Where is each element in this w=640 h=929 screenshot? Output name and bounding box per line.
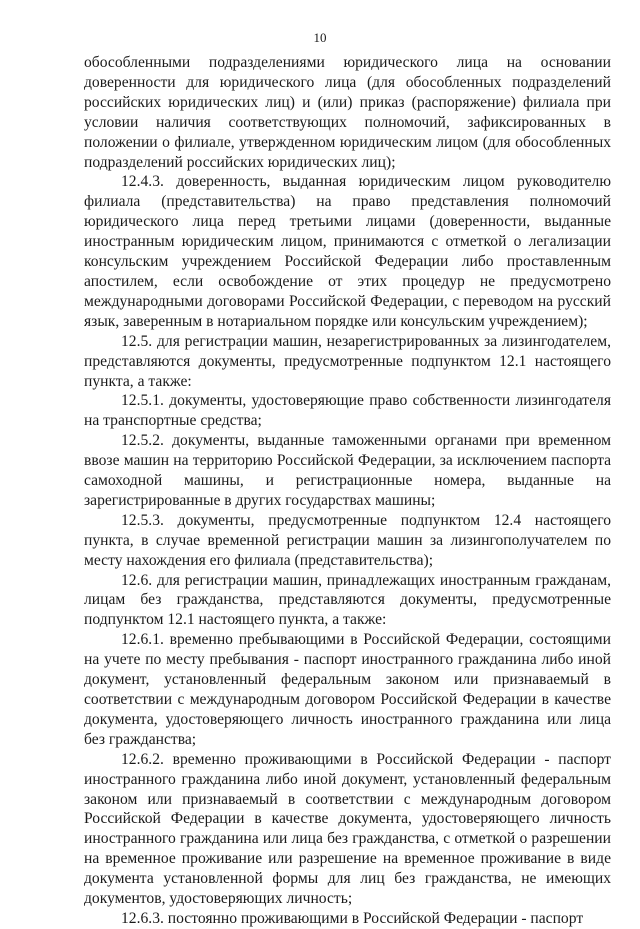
paragraph-12-6: 12.6. для регистрации машин, принадлежащих иностранным гражданам, лицам без гражданства, представляются документы, предусмотренные подпунктом 12.1 настоящего пункта, а также:	[84, 571, 611, 629]
document-body	[84, 53, 611, 929]
paragraph-12-5: 12.5. для регистрации машин, незарегистрированных за лизингодателем, представляются документы, предусмотренные подпунктом 12.1 настоящего пункта, а также:	[84, 332, 611, 390]
paragraph-12-5-3: 12.5.3. документы, предусмотренные подпунктом 12.4 настоящего пункта, в случае временной регистрации машин за лизингополучателем по месту нахождения его филиала (представительства);	[84, 511, 611, 569]
paragraph-12-6-1: 12.6.1. временно пребывающими в Российской Федерации, состоящими на учете по месту пребывания - паспорт иностранного гражданина либо иной документ, установленный федеральным законом или признаваемый в соответствии с международным договором Российской Федерации в качестве документа, удостоверяющего личность иностранного гражданина или лица без гражданства;	[84, 631, 611, 748]
paragraph-12-5-2: 12.5.2. документы, выданные таможенными органами при временном ввозе машин на территорию Российской Федерации, за исключением паспорта самоходной машины, и регистрационные номера, выданные на зарегистрированные в других государствах машины;	[84, 432, 611, 509]
paragraph-12-6-2: 12.6.2. временно проживающими в Российской Федерации - паспорт иностранного гражданина либо иной документ, установленный федеральным законом или признаваемый в соответствии с международным договором Российской Федерации в качестве документа, удостоверяющего личность иностранного гражданина или лица без гражданства, с отметкой о разрешении на временное проживание или разрешение на временное проживание в виде документа установленной формы для лиц без гражданства, не имеющих документов, удостоверяющих личность;	[84, 750, 611, 908]
paragraph-12-6-3: 12.6.3. постоянно проживающими в Российской Федерации - паспорт	[121, 909, 584, 927]
paragraph-12-5-1: 12.5.1. документы, удостоверяющие право собственности лизингодателя на транспортные средства;	[84, 392, 611, 430]
paragraph-12-4-3: 12.4.3. доверенность, выданная юридическим лицом руководителю филиала (представительства) на право представления полномочий юридического лица перед третьими лицами (доверенности, выданные иностранным юридическим лицом, принимаются с отметкой о легализации консульским учреждением Российской Федерации либо проставленным апостилем, если освобождение от этих процедур не предусмотрено международными договорами Российской Федерации, с переводом на русский язык, заверенным в нотариальном порядке или консульским учреждением);	[84, 173, 611, 330]
paragraph-continuation: обособленными подразделениями юридического лица на основании доверенности для юридического лица (для обособленных подразделений российских юридических лиц) и (или) приказ (распоряжение) филиала при условии наличия соответствующих полномочий, зафиксированных в положении о филиале, утвержденном юридическим лицом (для обособленных подразделений российских юридических лиц);	[84, 54, 611, 171]
page-number: 10	[313, 30, 327, 45]
